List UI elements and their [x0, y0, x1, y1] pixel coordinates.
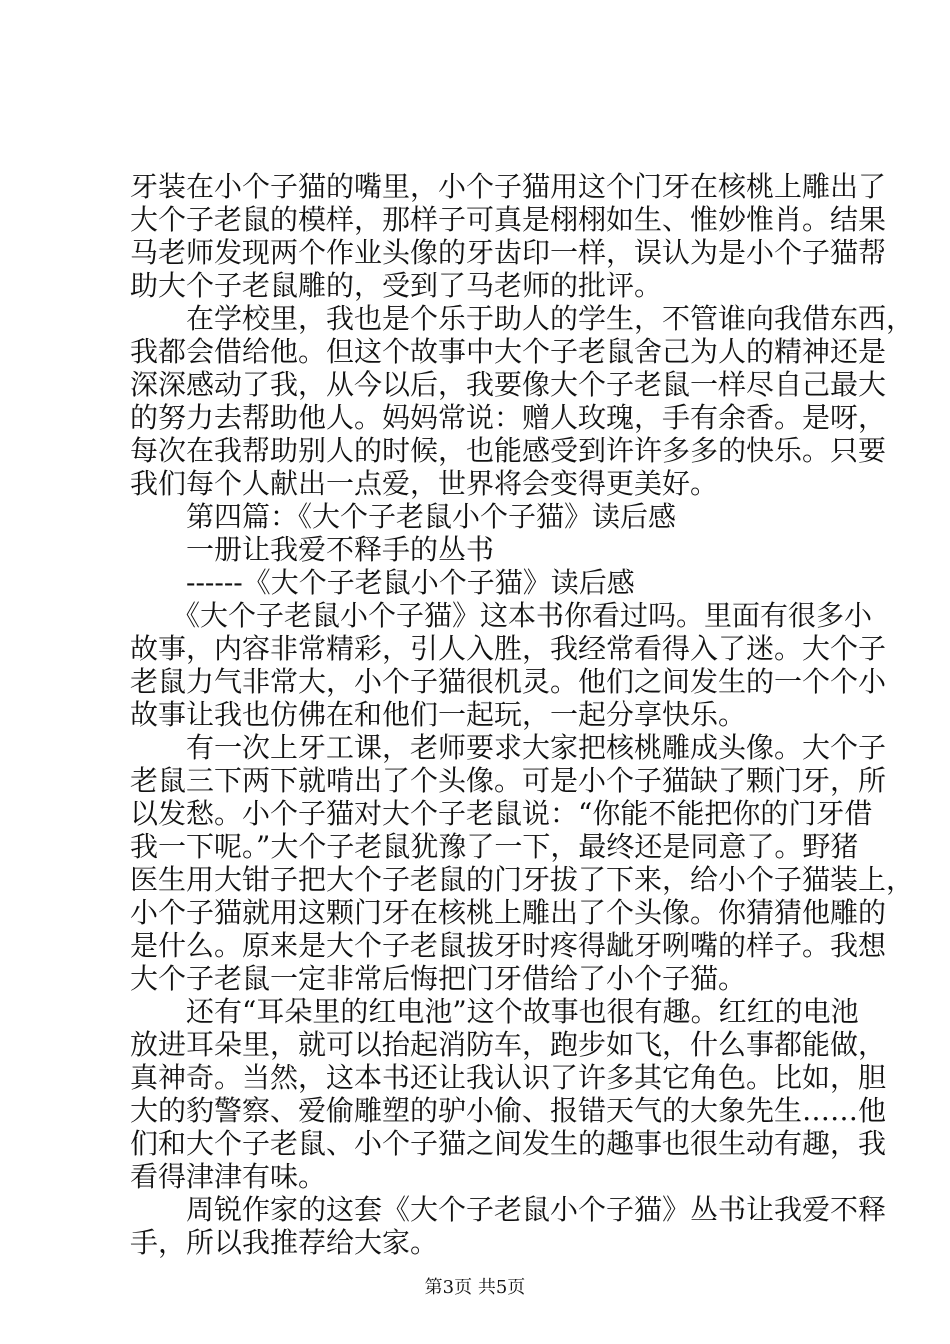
text-line: 真神奇。当然，这本书还让我认识了许多其它角色。比如，胆 — [130, 1061, 887, 1094]
text-line: 故事，内容非常精彩，引人入胜，我经常看得入了迷。大个子 — [130, 632, 887, 665]
page-number-footer: 第3页 共5页 — [424, 1277, 526, 1298]
text-line: 深深感动了我，从今以后，我要像大个子老鼠一样尽自己最大 — [130, 368, 887, 401]
text-line: 的努力去帮助他人。妈妈常说：赠人玫瑰，手有余香。是呀， — [130, 401, 887, 434]
text-line: 我都会借给他。但这个故事中大个子老鼠舍己为人的精神还是 — [130, 335, 887, 368]
text-line: 在学校里，我也是个乐于助人的学生，不管谁向我借东西， — [130, 302, 915, 335]
text-line: 我一下呢。”大个子老鼠犹豫了一下，最终还是同意了。野猪 — [130, 830, 859, 863]
text-line: 放进耳朵里，就可以抬起消防车，跑步如飞，什么事都能做， — [130, 1028, 887, 1061]
essay-title: 一册让我爱不释手的丛书 — [130, 533, 495, 566]
text-line: 看得津津有味。 — [130, 1160, 327, 1193]
section-heading: 第四篇：《大个子老鼠小个子猫》读后感 — [130, 500, 677, 533]
text-line: 小个子猫就用这颗门牙在核桃上雕出了个头像。你猜猜他雕的 — [130, 896, 887, 929]
text-line: 还有“耳朵里的红电池”这个故事也很有趣。红红的电池 — [130, 995, 859, 1028]
text-line: 是什么。原来是大个子老鼠拔牙时疼得龇牙咧嘴的样子。我想 — [130, 929, 887, 962]
text-line: 手，所以我推荐给大家。 — [130, 1226, 439, 1259]
text-line: 有一次上牙工课，老师要求大家把核桃雕成头像。大个子 — [130, 731, 887, 764]
text-line: 们和大个子老鼠、小个子猫之间发生的趣事也很生动有趣，我 — [130, 1127, 887, 1160]
text-line: 大个子老鼠的模样，那样子可真是栩栩如生、惟妙惟肖。结果 — [130, 203, 887, 236]
text-line: 以发愁。小个子猫对大个子老鼠说：“你能不能把你的门牙借 — [130, 797, 873, 830]
text-line: 医生用大钳子把大个子老鼠的门牙拔了下来，给小个子猫装上， — [130, 863, 915, 896]
text-line: 牙装在小个子猫的嘴里，小个子猫用这个门牙在核桃上雕出了 — [130, 170, 887, 203]
essay-subtitle: ------《大个子老鼠小个子猫》读后感 — [130, 566, 635, 599]
text-line: 我们每个人献出一点爱，世界将会变得更美好。 — [130, 467, 719, 500]
text-line: 周锐作家的这套《大个子老鼠小个子猫》丛书让我爱不释 — [130, 1193, 887, 1226]
text-line: 故事让我也仿佛在和他们一起玩，一起分享快乐。 — [130, 698, 747, 731]
text-line: 助大个子老鼠雕的，受到了马老师的批评。 — [130, 269, 663, 302]
text-line: 老鼠三下两下就啃出了个头像。可是小个子猫缺了颗门牙，所 — [130, 764, 887, 797]
text-line: 老鼠力气非常大，小个子猫很机灵。他们之间发生的一个个小 — [130, 665, 887, 698]
text-line: 《大个子老鼠小个子猫》这本书你看过吗。里面有很多小 — [130, 599, 873, 632]
text-line: 大的豹警察、爱偷雕塑的驴小偷、报错天气的大象先生……他 — [130, 1094, 887, 1127]
text-line: 每次在我帮助别人的时候，也能感受到许许多多的快乐。只要 — [130, 434, 887, 467]
text-line: 大个子老鼠一定非常后悔把门牙借给了小个子猫。 — [130, 962, 747, 995]
text-line: 马老师发现两个作业头像的牙齿印一样，误认为是小个子猫帮 — [130, 236, 887, 269]
